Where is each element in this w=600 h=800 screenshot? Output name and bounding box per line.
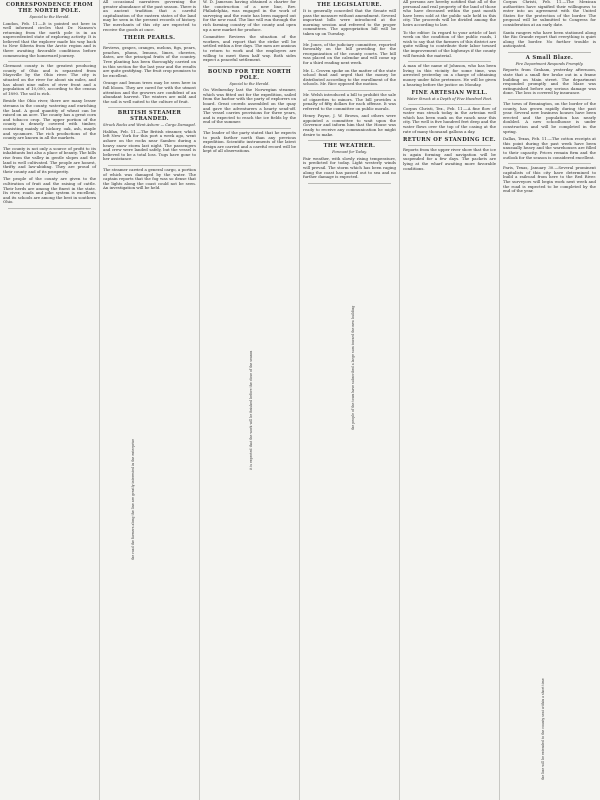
article-paragraph: Mr. Welsh introduced a bill to prohibit the sale of cigarettes to minors. The bill provides a penalty of fifty dollars for each offense. It was referred to the committee on public morals. [303, 91, 396, 111]
rotated-text-1: the road the farmers along the line are greatly interested in the enterprise [131, 438, 135, 560]
article-paragraph: Reviews, grapes, oranges, melons, figs, pears, peaches, plums, lemons, limes, cherries, dates, are the principal fruits of the country. Tree planting has been thoroughly carried on in this section for the last year and the results are quite gratifying. The fruit crop promises to be excellent. [103, 45, 196, 78]
article-paragraph: The county is not only a source of profit to its inhabitants but also a place of beauty. The hills rise from the valley in gentle slopes and the land is well cultivated. The people are honest, thrifty and law-abiding. They are proud of their county and of its prosperity. [3, 145, 96, 174]
column-divider [308, 140, 391, 141]
column-divider [408, 61, 491, 62]
column-divider [8, 208, 91, 209]
article-paragraph: Paris, Texas, January 30.—Several prominent capitalists of this city have determined to build a railroad from here to the Red River. The surveyors will begin work next week and the road is expected to be completed by the end of the year. [503, 165, 596, 194]
article-headline: CORRESPONDENCE FROM THE NORTH POLE. [5, 2, 94, 14]
article-paragraph: Orange and lemon trees may be seen here in full bloom. They are cared for with the utmost attention and the growers are confident of an abundant harvest. The winters are mild and the soil is well suited to the culture of fruit. [103, 80, 196, 104]
article-paragraph: To the editor: In regard to your article of last week on the condition of the public roads, I wish to say that the farmers of this district are quite willing to contribute their labor toward the improvement of the highways if the county will furnish the material. [403, 29, 496, 58]
column-divider [308, 90, 391, 91]
column-divider [8, 61, 91, 62]
article-subhead: Struck Rocks and Went Ashore — Cargo Damaged. [103, 123, 196, 128]
article-paragraph: The people of the county are given to the cultivation of fruit and the raising of cattle. Their herds are among the finest in the state. Its river, roads and pike system is excellent, and its schools are among the best in southern Ohio. [3, 176, 96, 205]
rotated-text-2: the people of the town have subscribed a large sum toward the new building [351, 305, 355, 430]
column-divider [208, 66, 291, 67]
article-paragraph: Corpus Christi, Tex., Feb. 11.—A fine flow of water was struck today in the artesian well which has been sunk on the ranch near this city. The well is five hundred feet deep and the water flows over the top of the casing at the rate of many thousand gallons a day. [403, 105, 496, 134]
article-headline: FINE ARTESIAN WELL. [411, 90, 488, 97]
article-subhead: Special to the Herald. [29, 15, 70, 19]
column-divider [8, 144, 91, 145]
article-paragraph: Reports from Graham, yesterday afternoon, state that a small fire broke out in a frame building on Main street. The department responded promptly and the blaze was extinguished before any serious damage was done. The loss is covered by insurance. [503, 67, 596, 96]
column-divider [108, 43, 191, 44]
newspaper-column-4 [302, 0, 397, 800]
article-headline: A Small Blaze. [525, 54, 574, 61]
article-headline: RETURN OF STANDING ICE. [402, 137, 497, 144]
column-divider [108, 107, 191, 108]
column-divider [208, 128, 291, 129]
article-paragraph: The leader of the party stated that he expects to push farther north than any previous expedition. Scientific instruments of the latest design are carried and a careful record will be kept of all observations. [203, 129, 296, 154]
article-subhead: Fire Department Responds Promptly. [515, 61, 584, 66]
rotated-text-4: the line will be extended to the county seat within a short time [541, 678, 545, 780]
column-divider [308, 183, 391, 184]
article-paragraph: It is generally conceded that the Senate will pass the measure without amendment. Several important bills were introduced at the morning session and referred to the proper committees. The appropriation bill will be taken up on Tuesday. [303, 8, 396, 36]
article-paragraph: The town of Bennington, on the border of the county, has grown rapidly during the past year. Several new business houses have been erected and the population has nearly doubled. A new schoolhouse is under construction and will be completed in the spring. [503, 101, 596, 134]
article-paragraph: Beside the Ohio river, there are many lesser streams in the county, watering and enriching the land. A good quantity of wheat can be raised on an acre. The county has a great corn and tobacco crop. The upper portion of the county is densely covered with timber, consisting mainly of hickory, oak, ash, maple and sycamore. The rich productions of the county are known in all the markets. [3, 98, 96, 141]
article-headline: THE WEATHER. [323, 143, 376, 150]
article-paragraph: Dallas, Texas, Feb. 11.—The cotton receipts at this point during the past week have been unusually heavy and the warehouses are filled to their capacity. Prices remain firm and the outlook for the season is considered excellent. [503, 136, 596, 160]
column-divider [308, 40, 391, 41]
article-paragraph: Reports from the upper river show that the ice is again forming and navigation will be suspended for a few days. The packets are lying at the wharf awaiting more favorable conditions. [403, 147, 496, 171]
newspaper-column-2 [102, 0, 197, 800]
article-subhead: Water Struck at a Depth of Five Hundred Feet. [406, 97, 493, 102]
article-paragraph: Corpus Christi, Feb. 11.—The Mexican authorities have signified their willingness to enter into an agreement with the United States for the protection of the border. The proposal will be submitted to Congress for consideration at an early date. [503, 0, 596, 27]
article-paragraph: Clermont county is the greatest producing county of Ohio and is separated from Maysville by the Ohio river. The city is situated on the river for about six miles, and has about nine miles of river front and a population of 10,000, according to the census of 1890. The soil is rich. [3, 63, 96, 96]
article-headline: THEIR PEARLS. [123, 35, 176, 42]
article-paragraph: Committee Reviews the situation of the workers, and report that the strike will be settled within a few days. The men are anxious to return to work and the employers are willing to meet them half way. Both sides expect a peaceful settlement. [203, 34, 296, 63]
article-paragraph: London, Feb. 11.—It is pointed out here in well informed circles that Dr. Nansen's returning from the north pole is in an unprecedented state of exploring activity. It is believed that the explorer made his way back to New Siberia from the Arctic region and is there awaiting favorable conditions before commencing the homeward journey. [3, 20, 96, 58]
article-subhead: Forecast for Today. [332, 150, 367, 155]
article-paragraph: W. D. Jameson having obtained a charter for the construction of a new line, Rev. Philadelphia, was engaged in the work of surveying and the route has been mapped out for the new road. The line will run through the rich farming country of the county and open up a new market for produce. [203, 0, 296, 32]
column-divider [508, 99, 591, 100]
article-paragraph: The steamer carried a general cargo, a portion of which was damaged by the water. The captain reports that the fog was so dense that the lights along the coast could not be seen. An investigation will be held. [103, 166, 196, 191]
article-paragraph: Mr. Jones, of the judiciary committee, reported favorably on the bill providing for the reorganization of the county courts. The bill was placed on the calendar and will come up for a third reading next week. [303, 41, 396, 65]
article-paragraph: A man of the name of Johnson, who has been living in this vicinity for some time, was arrested yesterday on a charge of obtaining money under false pretenses. He will be given a hearing before the justice on Monday. [403, 63, 496, 87]
article-paragraph: Mr. L. Croven spoke on the matter of the state school fund and urged that the money be distributed according to the enrollment of the schools. Mr. Rice opposed the motion. [303, 67, 396, 87]
column-divider [408, 145, 491, 146]
article-paragraph: Henry Payne, J. W. Brown, and others were appointed a committee to wait upon the Governor and inform him that the House was ready to receive any communication he might desire to make. [303, 113, 396, 137]
newspaper-column-6 [502, 0, 597, 800]
newspaper-column-1 [2, 0, 97, 800]
column-divider [408, 104, 491, 105]
article-headline: THE LEGISLATURE. [317, 2, 382, 8]
article-paragraph: Fair weather, with slowly rising temperature, is predicted for today. Light westerly winds will prevail. The storm which has been raging along the coast has passed out to sea and no further damage is expected. [303, 155, 396, 180]
column-divider [508, 52, 591, 53]
article-headline: BRITISH STEAMER STRANDED. [117, 110, 182, 123]
article-headline: BOUND FOR THE NORTH POLE. [207, 68, 292, 81]
article-paragraph: Halifax, Feb. 11.—The British steamer, which left New York for this port a week ago, went ashore on the rocks near Sambro during a heavy snow storm last night. The passengers and crew were landed safely, but the vessel is believed to be a total loss. Tugs have gone to her assistance. [103, 128, 196, 162]
article-paragraph: All occasional narratives governing the greater abundance of the past season. There is an ancient tradition that a careful capitalization of the eastern states of the land may be seen in the present records of history. The merchants of this city are expected to receive the goods at once. [103, 0, 197, 32]
column-divider [108, 165, 191, 166]
column-divider [508, 163, 591, 164]
article-subhead: Special to the Herald. [229, 81, 270, 86]
article-paragraph: All persons are hereby notified that all of the personal and real property of the land of those who have deceased within the past month have been sold at the public sale held in this city. The proceeds will be divided among the heirs according to law. [403, 0, 496, 27]
newspaper-column-5 [402, 0, 497, 800]
article-paragraph: Santa rangers who have been stationed along the Rio Grande report that everything is quiet along the border. No further trouble is anticipated. [503, 29, 596, 49]
article-paragraph: On Wednesday last the Norwegian steamer, which was fitted out for the expedition, sailed from the harbor with the party of explorers on board. Great crowds assembled on the quay and gave the adventurers a hearty send-off. The vessel carries provisions for three years, and is expected to reach the ice fields by the end of the summer. [203, 87, 296, 125]
rotated-text-3: it is expected that the work will be finished before the close of the season [249, 350, 253, 470]
